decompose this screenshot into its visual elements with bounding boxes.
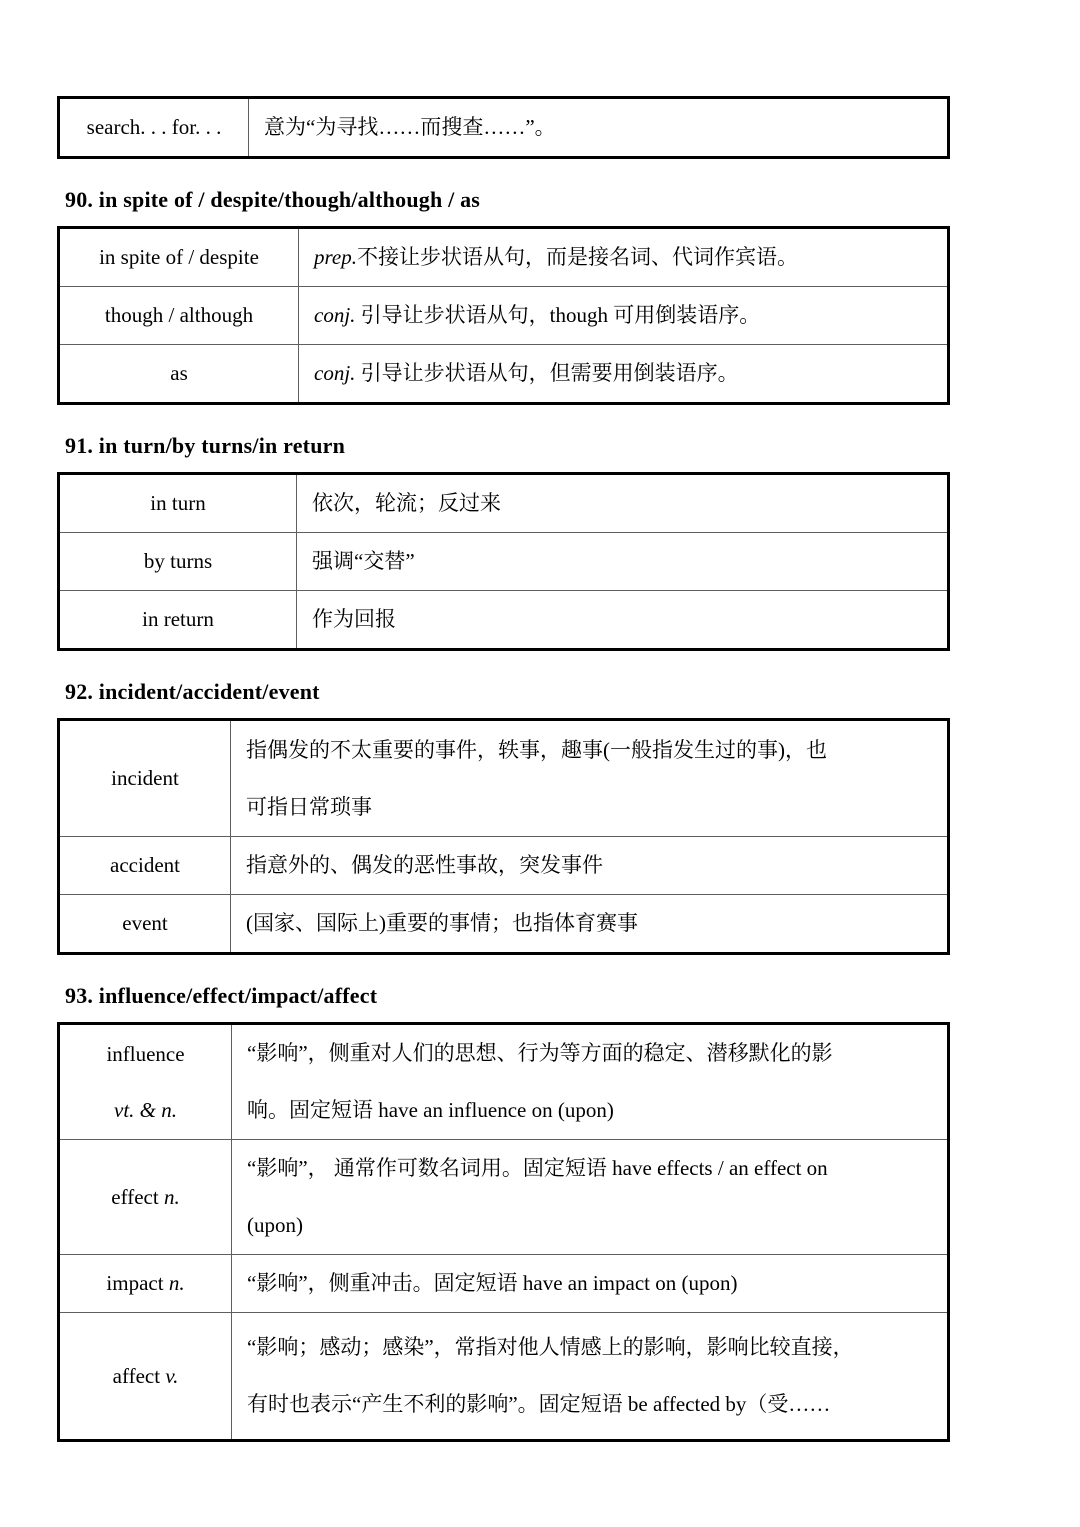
term-cell: incident [59,720,231,837]
term-cell: in spite of / despite [59,228,299,287]
term-cell: in return [59,591,297,650]
section-table-90 [57,226,950,405]
table-row [59,1140,949,1255]
table-row [59,345,949,404]
definition-line: 响。固定短语 have an influence on (upon) [247,1098,614,1122]
term-text: impact [106,1271,164,1295]
term-cell [59,1255,232,1313]
term-cell [59,1313,232,1441]
pos-label: v. [165,1363,179,1388]
section-table-91 [57,472,950,651]
definition-cell [299,345,949,404]
table-row [59,720,949,837]
term-cell: event [59,895,231,954]
term-cell: search. . . for. . . [59,98,249,158]
table-row [59,287,949,345]
table-row [59,895,949,954]
pos-label: n. [163,1184,180,1209]
table-row [59,591,949,650]
definition-line: 有时也表示“产生不利的影响”。固定短语 be affected by（受…… [247,1392,831,1416]
definition-cell [232,1313,949,1441]
term-cell: though / although [59,287,299,345]
pos-label: n. [168,1271,185,1295]
term-cell: accident [59,837,231,895]
definition-cell: “影响”，侧重冲击。固定短语 have an impact on (upon) [232,1255,949,1313]
term-text: effect [111,1184,159,1209]
term-cell: as [59,345,299,404]
definition-line: 指偶发的不太重要的事件，轶事，趣事(一般指发生过的事)，也 [246,737,827,762]
definition-line: (upon) [247,1213,303,1237]
definition-line: “影响”， 通常作可数名词用。固定短语 have effects / an effect on [247,1156,828,1180]
definition-line: “影响”，侧重对人们的思想、行为等方面的稳定、潜移默化的影 [247,1041,833,1065]
definition-cell [231,720,949,837]
definition-cell: 依次，轮流；反过来 [297,474,949,533]
definition-cell [232,1140,949,1255]
table-row [59,1255,949,1313]
section-table-93 [57,1022,950,1442]
pos-label: prep. [314,245,357,269]
definition-cell [299,287,949,345]
section-heading-90: 90. in spite of / despite/though/although / as [65,187,481,212]
term-text: affect [112,1363,161,1388]
intro-table [57,96,950,159]
section-heading-91: 91. in turn/by turns/in return [65,433,346,458]
definition-cell [232,1024,949,1140]
term-cell: in turn [59,474,297,533]
section-heading-93: 93. influence/effect/impact/affect [65,983,378,1008]
definition-line: “影响；感动；感染”，常指对他人情感上的影响，影响比较直接， [247,1335,854,1359]
definition-text: 引导让步状语从句，though 可用倒装语序。 [355,303,761,327]
definition-cell: 强调“交替” [297,533,949,591]
section-heading-92: 92. incident/accident/event [65,679,320,704]
page-content [57,96,950,1442]
definition-text: 不接让步状语从句，而是接名词、代词作宾语。 [356,245,798,269]
definition-cell: (国家、国际上)重要的事情；也指体育赛事 [231,895,949,954]
term-cell [59,1024,232,1140]
definition-cell: 作为回报 [297,591,949,650]
pos-label: conj. [314,361,356,385]
table-row [59,1024,949,1140]
definition-text: 引导让步状语从句，但需要用倒装语序。 [355,361,739,385]
table-row [59,533,949,591]
table-row [59,837,949,895]
pos-label: conj. [314,303,356,327]
definition-line: 可指日常琐事 [246,794,372,819]
table-row [59,228,949,287]
table-row [59,474,949,533]
table-row [59,1313,949,1441]
term-cell: by turns [59,533,297,591]
term-cell [59,1140,232,1255]
definition-cell [299,228,949,287]
table-row [59,98,949,158]
definition-cell: 指意外的、偶发的恶性事故，突发事件 [231,837,949,895]
definition-cell: 意为“为寻找……而搜查……”。 [249,98,949,158]
term-text: influence [106,1042,185,1066]
section-table-92 [57,718,950,955]
pos-label: vt. & n. [114,1098,177,1122]
